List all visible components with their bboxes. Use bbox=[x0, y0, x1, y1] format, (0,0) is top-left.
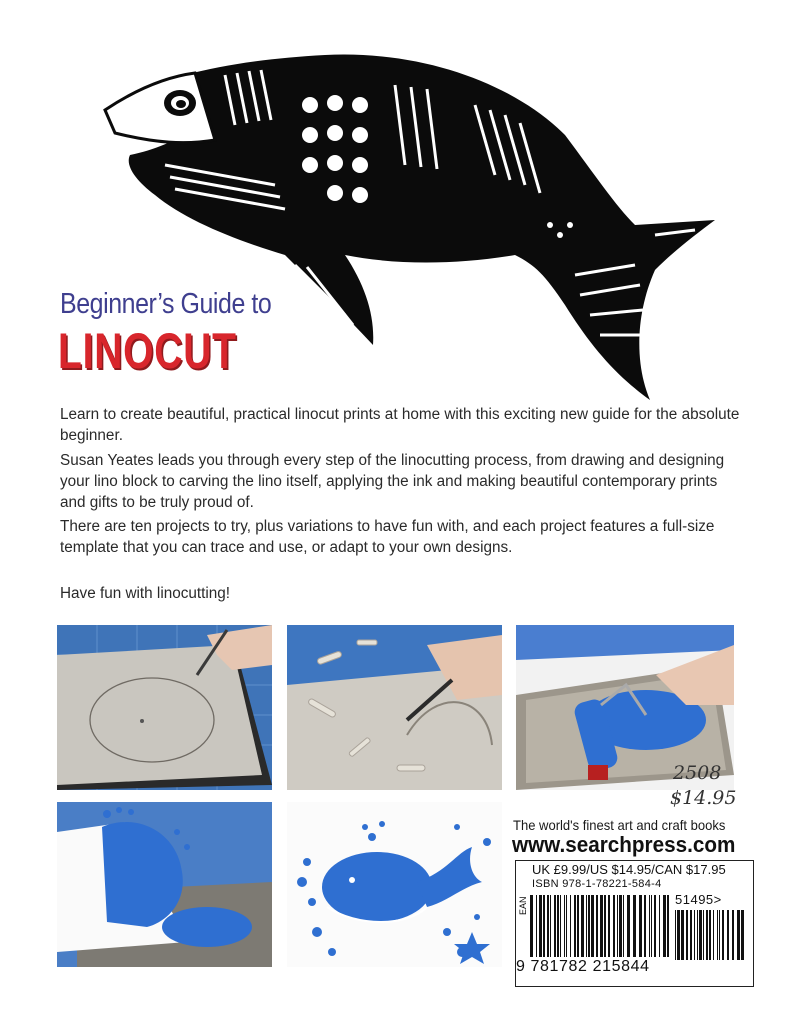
barcode-bar bbox=[713, 910, 714, 960]
barcode-addon: 51495> bbox=[675, 892, 722, 907]
barcode-bar bbox=[536, 895, 537, 957]
price-list: UK £9.99/US $14.95/CAN $17.95 bbox=[532, 862, 726, 877]
barcode-bar bbox=[577, 895, 579, 957]
barcode-bar bbox=[719, 910, 720, 960]
barcode-bar bbox=[690, 910, 692, 960]
barcode-bar bbox=[530, 895, 533, 957]
barcode-bar bbox=[623, 895, 624, 957]
barcode-bar bbox=[560, 895, 561, 957]
barcode-bar bbox=[604, 895, 606, 957]
main-barcode bbox=[530, 895, 670, 957]
barcode-bar bbox=[564, 895, 565, 957]
barcode-bar bbox=[675, 910, 676, 960]
barcode-bar bbox=[627, 895, 630, 957]
photo-drawing-design bbox=[57, 625, 272, 790]
barcode-bar bbox=[596, 895, 598, 957]
barcode-bar bbox=[709, 910, 711, 960]
barcode-bar bbox=[663, 895, 666, 957]
barcode-bar bbox=[588, 895, 590, 957]
barcode-bar bbox=[727, 910, 729, 960]
barcode-bar bbox=[654, 895, 656, 957]
addon-barcode bbox=[675, 910, 747, 960]
barcode-bar bbox=[706, 910, 708, 960]
barcode-bar bbox=[617, 895, 618, 957]
publisher-tagline: The world's finest art and craft books bbox=[513, 817, 726, 833]
description-paragraph: Have fun with linocutting! bbox=[60, 585, 231, 602]
barcode-bar bbox=[732, 910, 734, 960]
barcode-bar bbox=[649, 895, 650, 957]
barcode-bar bbox=[677, 910, 680, 960]
isbn-number: ISBN 978-1-78221-584-4 bbox=[532, 878, 662, 890]
photo-peeling-print bbox=[57, 802, 272, 967]
barcode-bar bbox=[737, 910, 740, 960]
barcode-bar bbox=[686, 910, 688, 960]
barcode-bar bbox=[591, 895, 594, 957]
barcode-bar bbox=[574, 895, 576, 957]
book-subtitle: Beginner’s Guide to bbox=[60, 288, 272, 320]
handwritten-code: 2508 bbox=[673, 762, 722, 784]
barcode-number: 9 781782 215844 bbox=[516, 958, 650, 975]
description-paragraph: Susan Yeates leads you through every step of the linocutting process, from drawing and designing your lino block to carving the lino itself, applying the ink and making beautiful contemporary prints and gifts to be truly proud of. bbox=[60, 452, 725, 511]
ean-label: EAN bbox=[518, 896, 528, 915]
barcode-bar bbox=[703, 910, 704, 960]
barcode-bar bbox=[681, 910, 684, 960]
publisher-website[interactable]: www.searchpress.com bbox=[512, 832, 736, 857]
barcode-bar bbox=[722, 910, 724, 960]
description-paragraph: There are ten projects to try, plus variations to have fun with, and each project features a full-size template that you can trace and use, or adapt to your own designs. bbox=[60, 518, 715, 556]
barcode-bar bbox=[543, 895, 545, 957]
barcode-bar bbox=[554, 895, 556, 957]
handwritten-price: $14.95 bbox=[670, 787, 737, 809]
barcode-bar bbox=[697, 910, 698, 960]
barcode-bar bbox=[639, 895, 642, 957]
barcode-bar bbox=[586, 895, 587, 957]
barcode-bar bbox=[570, 895, 571, 957]
barcode-bar bbox=[699, 910, 702, 960]
barcode-bar bbox=[547, 895, 549, 957]
barcode-bar bbox=[566, 895, 567, 957]
barcode-bar bbox=[741, 910, 744, 960]
barcode-bar bbox=[619, 895, 622, 957]
barcode-bar bbox=[608, 895, 610, 957]
barcode-bar bbox=[694, 910, 695, 960]
barcode-bar bbox=[667, 895, 669, 957]
barcode-bar bbox=[600, 895, 603, 957]
description-paragraph: Learn to create beautiful, practical linocut prints at home with this exciting new guide for the absolute beginner. bbox=[60, 406, 740, 444]
barcode-bar bbox=[644, 895, 646, 957]
barcode-bar bbox=[550, 895, 551, 957]
photo-finished-whale bbox=[287, 802, 502, 967]
barcode-bar bbox=[651, 895, 652, 957]
barcode-bar bbox=[581, 895, 584, 957]
barcode-bar bbox=[613, 895, 615, 957]
barcode-bar bbox=[717, 910, 718, 960]
photo-carving-lino bbox=[287, 625, 502, 790]
book-title: LINOCUT bbox=[58, 323, 237, 379]
barcode-bar bbox=[557, 895, 559, 957]
barcode-bar bbox=[539, 895, 542, 957]
barcode-bar bbox=[659, 895, 660, 957]
barcode-bar bbox=[633, 895, 636, 957]
